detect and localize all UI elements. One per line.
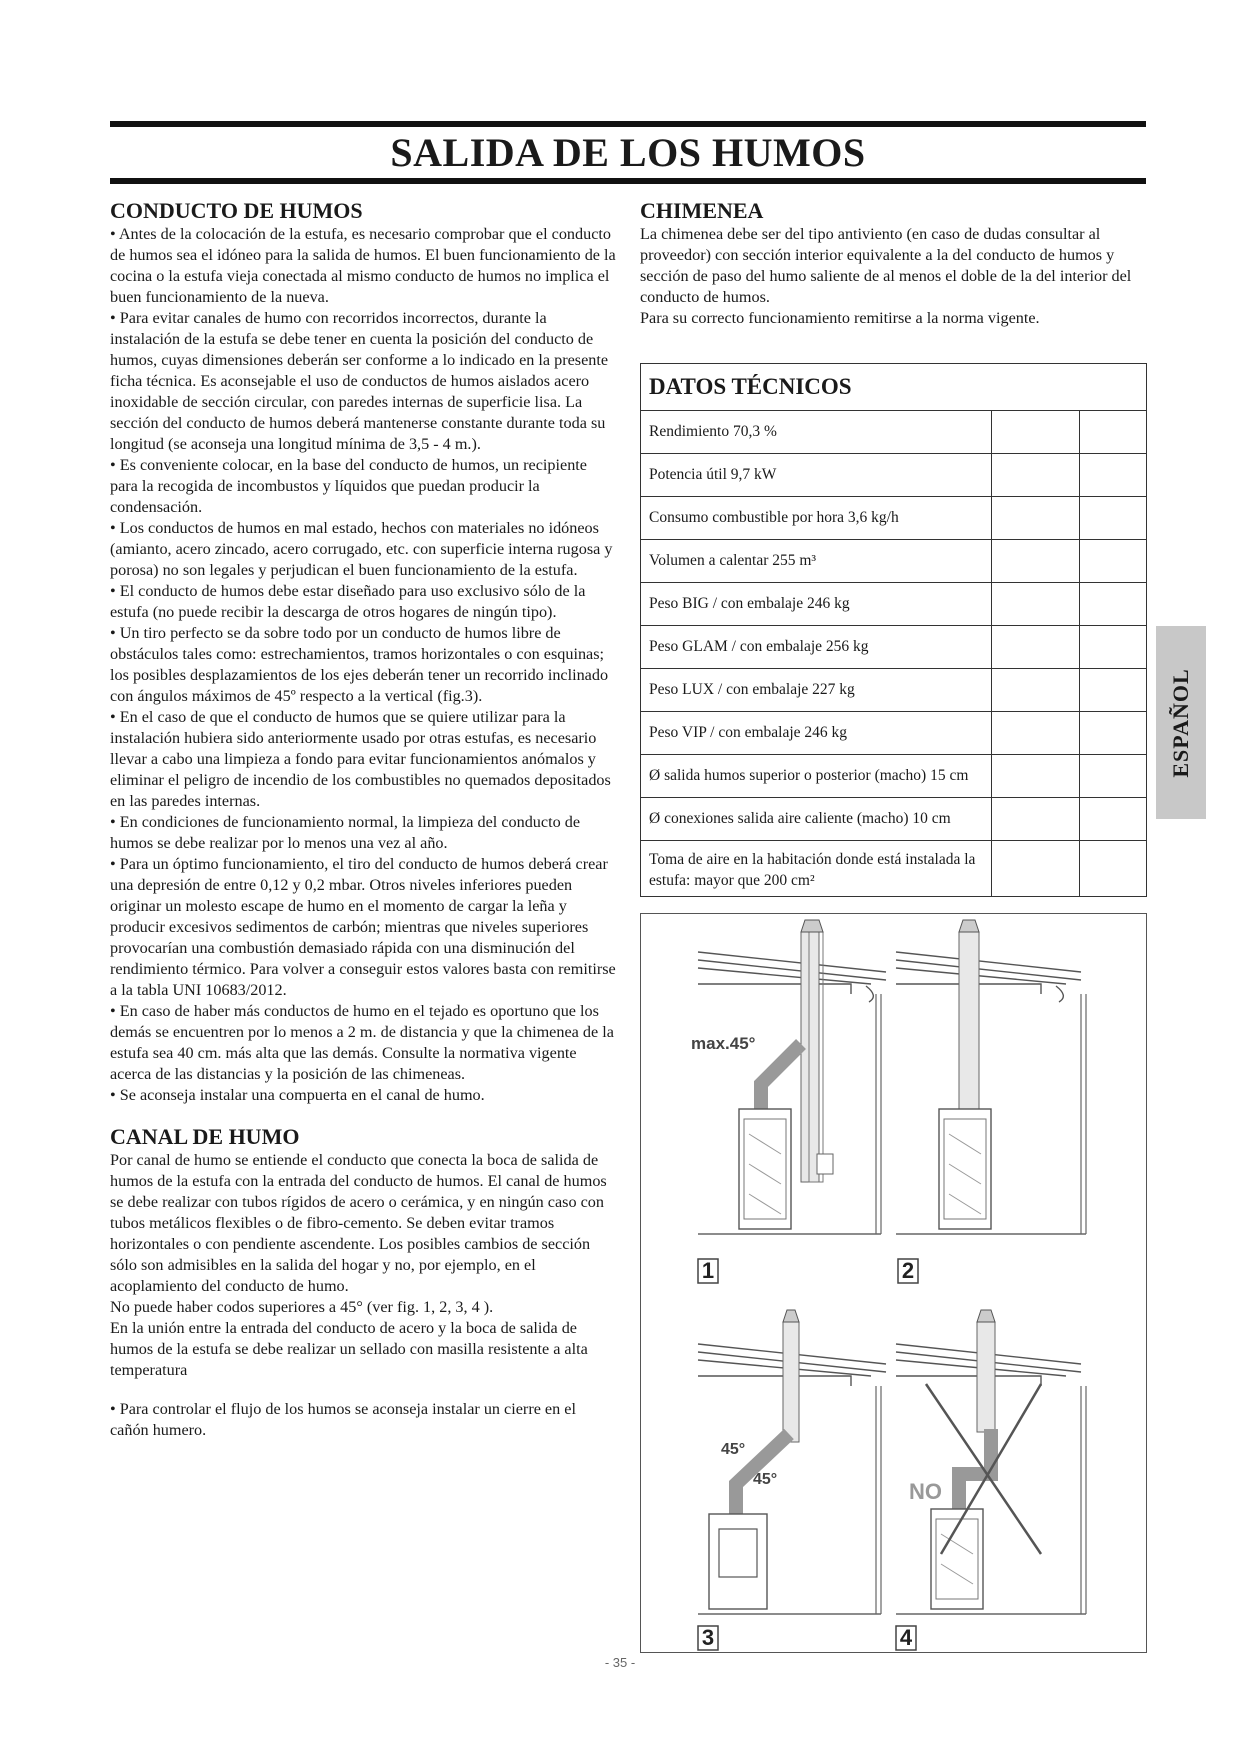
roof-gutter [896, 1376, 1041, 1386]
table-row [641, 669, 1146, 712]
chimney-flue [959, 932, 979, 1117]
angle-label: 45° [721, 1441, 746, 1458]
table-row [641, 712, 1146, 755]
stove-icon [939, 1109, 991, 1229]
row-label: Peso LUX / con embalaje 227 kg [649, 681, 855, 698]
table-row [641, 497, 1146, 540]
row-label: Toma de aire en la habitación donde está instalada la estufa: mayor que 200 cm² [649, 851, 976, 889]
figure-number: 2 [901, 1258, 915, 1283]
stove-door [719, 1529, 757, 1577]
table-column-divider [1079, 410, 1080, 896]
table-row [641, 798, 1146, 841]
row-label: Peso VIP / con embalaje 246 kg [649, 724, 848, 741]
chimney-flue [801, 932, 819, 1182]
roof-gutter [896, 984, 1063, 1002]
conducto-paragraph: • Antes de la colocación de la estufa, es necesario comprobar que el conducto de humos sea el idóneo para la salida de humos. El buen funcionamiento de la cocina o la estufa vieja conectada al mismo conducto de humos no implica el buen funcionamiento de la nueva. [110, 225, 616, 306]
roof-lines [698, 952, 886, 984]
chimney-cap-icon [959, 920, 979, 932]
canal-paragraph: En la unión entre la entrada del conducto de acero y la boca de salida de humos de la estufa se debe realizar un sellado con masilla resistente a alta temperatura [110, 1319, 588, 1379]
smoke-pipe [761, 1044, 801, 1114]
table-row [641, 540, 1146, 583]
stove-icon [739, 1109, 791, 1229]
conducto-paragraph: • Un tiro perfecto se da sobre todo por un conducto de humos libre de obstáculos tales como: estrechamientos, tramos horizontales o con esquinas; los posibles desplazamientos de los ejes deberán tener un recorrido inclinado con ángulos máximos de 45º respecto a la vertical (fig.3). [110, 624, 609, 705]
language-tab-label: ESPAÑOL [1168, 667, 1193, 778]
conducto-paragraph: • Es conveniente colocar, en la base del conducto de humos, un recipiente para la recogida de incombustos y líquidos que puedan producir la condensación. [110, 456, 587, 516]
title-rule-bottom [110, 178, 1146, 184]
chimenea-paragraph: Para su correcto funcionamiento remitirse a la norma vigente. [640, 309, 1040, 327]
table-row [641, 583, 1146, 626]
conducto-heading: CONDUCTO DE HUMOS [110, 198, 363, 223]
row-label: Ø conexiones salida aire caliente (macho) 10 cm [649, 810, 951, 827]
figure-4 [896, 1310, 1086, 1650]
figure-number: 4 [899, 1625, 913, 1650]
roof-gutter [698, 1376, 851, 1386]
wall-lines [1081, 994, 1086, 1234]
left-column [110, 198, 618, 1441]
roof-gutter [698, 984, 873, 1002]
row-label: Consumo combustible por hora 3,6 kg/h [649, 509, 899, 526]
max45-label: max.45° [691, 1034, 756, 1053]
conducto-paragraph: • El conducto de humos debe estar diseñado para uso exclusivo sólo de la estufa (no puede recibir la descarga de otros hogares de ningún tipo). [110, 582, 586, 621]
wall-lines [876, 994, 881, 1234]
table-row [641, 755, 1146, 798]
section-gap [110, 1381, 618, 1399]
table-row [641, 841, 1146, 903]
wall-lines [1081, 1386, 1086, 1614]
canal-note: • Para controlar el flujo de los humos se aconseja instalar un cierre en el cañón humero. [110, 1400, 576, 1439]
table-row [641, 626, 1146, 669]
page-number: - 35 - [604, 1655, 636, 1670]
chimney-cap-icon [977, 1310, 995, 1322]
chimney-flue [977, 1322, 995, 1432]
roof-lines [896, 952, 1081, 984]
figure-1 [691, 920, 886, 1283]
chimney-flue [783, 1322, 799, 1442]
table-row [641, 411, 1146, 454]
angle-label: 45° [753, 1471, 778, 1488]
title-rule-top [110, 121, 1146, 127]
chimney-cap-icon [801, 920, 823, 932]
conducto-paragraph: • En caso de haber más conductos de humo en el tejado es oportuno que los demás se encuentren por lo menos a 2 m. de distancia y que la chimenea de la estufa sea 40 cm. más alta que las demás. Consulte la normativa vigente acerca de las distancias y la posición de las chimeneas. [110, 1002, 614, 1083]
stove-icon [931, 1509, 983, 1609]
wall-lines [876, 1386, 881, 1614]
canal-paragraph: No puede haber codos superiores a 45° (ver fig. 1, 2, 3, 4 ). [110, 1298, 494, 1316]
inspection-door [817, 1154, 833, 1174]
language-tab [1156, 626, 1206, 819]
figure-number: 1 [701, 1258, 715, 1283]
table-row [641, 454, 1146, 497]
chimney-cap-icon [783, 1310, 799, 1322]
table-column-divider [991, 410, 992, 896]
row-label: Peso GLAM / con embalaje 256 kg [649, 638, 869, 655]
datos-tecnicos-title: DATOS TÉCNICOS [641, 364, 1146, 411]
row-label: Peso BIG / con embalaje 246 kg [649, 595, 850, 612]
chimenea-paragraph: La chimenea debe ser del tipo antiviento (en caso de dudas consultar al proveedor) con sección interior equivalente a la del conducto de humos y sección de paso del humo saliente de al menos el doble de la del interior del conducto de humos. [640, 225, 1132, 306]
installation-figures [640, 913, 1147, 1653]
right-column [640, 198, 1148, 329]
row-label: Ø salida humos superior o posterior (macho) 15 cm [649, 767, 969, 784]
chimenea-heading: CHIMENEA [640, 198, 764, 223]
row-label: Volumen a calentar 255 m³ [649, 552, 817, 569]
datos-tecnicos-table [640, 363, 1147, 897]
figure-2 [896, 920, 1086, 1283]
conducto-paragraph: • En el caso de que el conducto de humos que se quiere utilizar para la instalación hubiera sido anteriormente usado por otras estufas, es necesario llevar a cabo una limpieza a fondo para evitar funcionamientos anómalos y eliminar el peligro de incendio de los combustibles no quemados depositados en las paredes internas. [110, 708, 611, 810]
section-gap [110, 1106, 618, 1124]
installation-diagrams [641, 914, 1146, 1652]
row-label: Potencia útil 9,7 kW [649, 466, 777, 483]
conducto-paragraph: • Se aconseja instalar una compuerta en el canal de humo. [110, 1086, 485, 1104]
conducto-paragraph: • Para un óptimo funcionamiento, el tiro del conducto de humos deberá crear una depresión de entre 0,12 y 0,2 mbar. Otros niveles inferiores pueden originar un molesto escape de humo en el momento de cargar la leña y producir excesivos sedimentos de carbón; mientras que niveles superiores provocarían una combustión demasiado rápida con una disminución del rendimiento térmico. Para volver a conseguir estos valores basta con remitirse a la tabla UNI 10683/2012. [110, 855, 616, 999]
conducto-paragraph: • En condiciones de funcionamiento normal, la limpieza del conducto de humos se debe realizar por lo menos una vez al año. [110, 813, 581, 852]
conducto-paragraph: • Los conductos de humos en mal estado, hechos con materiales no idóneos (amianto, acero zincado, acero corrugado, etc. con superficie interna rugosa y porosa) no son legales y perjudican el buen funcionamiento de la estufa. [110, 519, 613, 579]
canal-paragraph: Por canal de humo se entiende el conducto que conecta la boca de salida de humos de la estufa con la entrada del conducto de humos. El canal de humos se debe realizar con tubos rígidos de acero o cerámica, y en ningún caso con tubos metálicos flexibles o de fibro-cemento. Se deben evitar tramos horizontales o con pendiente ascendente. Los posibles cambios de sección sólo son admisibles en la salida del hogar y no, por ejemplo, en el acoplamiento del conducto de humo. [110, 1151, 607, 1295]
row-label: Rendimiento 70,3 % [649, 423, 777, 440]
canal-heading: CANAL DE HUMO [110, 1124, 300, 1149]
page-title: SALIDA DE LOS HUMOS [390, 130, 866, 175]
no-label: NO [909, 1479, 942, 1504]
conducto-paragraph: • Para evitar canales de humo con recorridos incorrectos, durante la instalación de la estufa se debe tener en cuenta la posición del conducto de humos, cuyas dimensiones deberán ser conforme a lo indicado en la presente ficha técnica. Es aconsejable el uso de conductos de humos aislados acero inoxidable de sección circular, con paredes internas de superficie lisa. La sección del conducto de humos deberá mantenerse constante durante toda su longitud (se aconseja una longitud mínima de 3,5 - 4 m.). [110, 309, 609, 453]
figure-3 [698, 1310, 886, 1650]
figure-number: 3 [701, 1625, 715, 1650]
